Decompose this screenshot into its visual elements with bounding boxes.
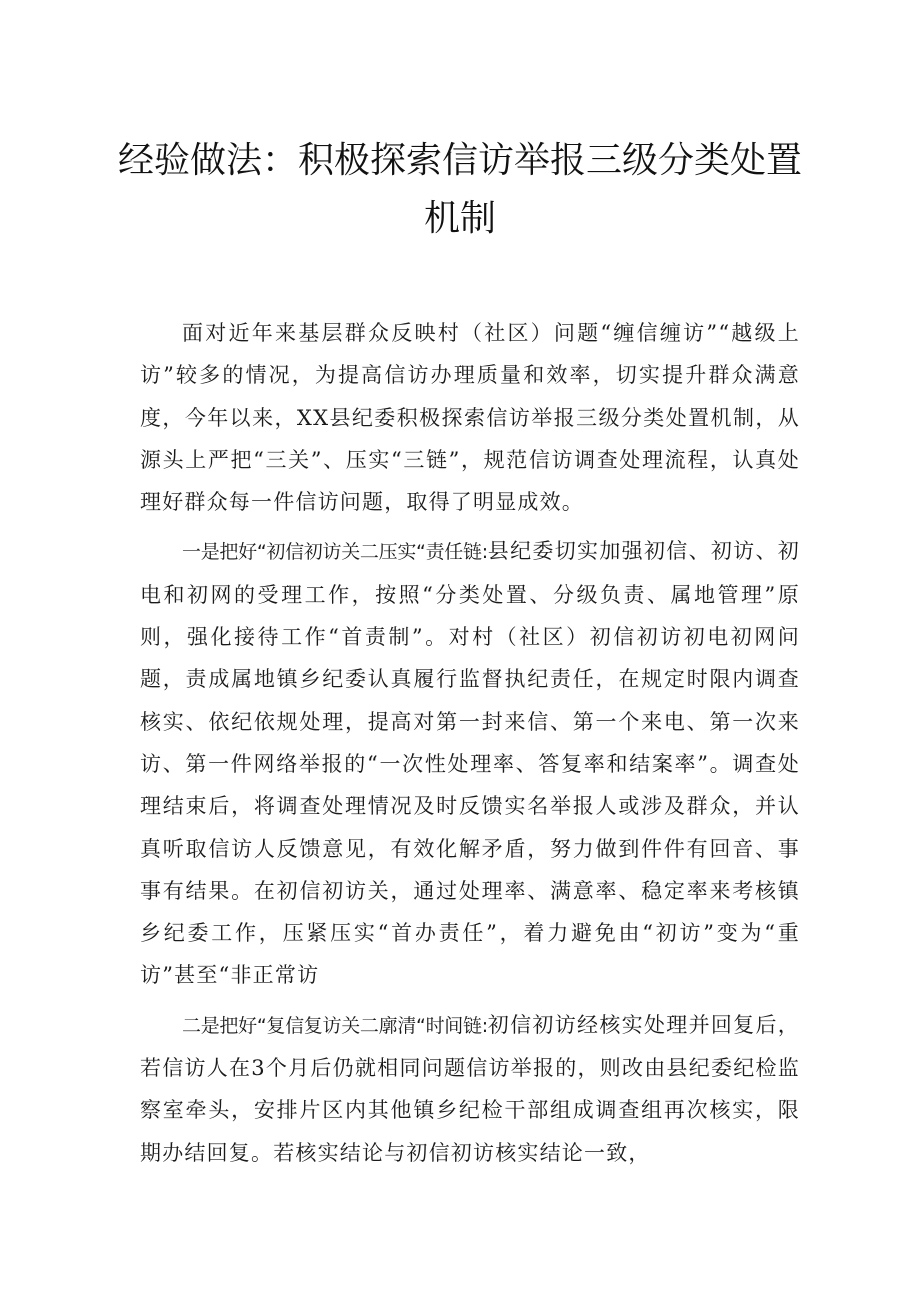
paragraph-lead: 二是把好“复信复访关二廓清“时间链: — [182, 1014, 488, 1037]
document-title-line-2: 机制 — [423, 198, 496, 239]
document-body — [140, 312, 800, 1174]
paragraph-intro — [140, 312, 800, 523]
paragraph-text: 县纪委切实加强初信、初访、初电和初网的受理工作，按照“分类处置、分级负责、属地管理”原则，强化接待工作“首责制”。对村（社区）初信初访初电初网问题，责成属地镇乡纪委认真履行监督执纪责任，在规定时限内调查核实、依纪依规处理，提高对第一封来信、第一个来电、第一次来访、第一件网络举报的“一次性处理率、答复率和结案率”。调查处理结束后，将调查处理情况及时反馈实名举报人或涉及群众，并认真听取信访人反馈意见，有效化解矛盾，努力做到件件有回音、事事有结果。在初信初访关，通过处理率、满意率、稳定率来考核镇乡纪委工作，压紧压实“首办责任”，着力避免由“初访”变为“重访”甚至“非正常访 — [140, 539, 800, 988]
paragraph-first-point — [140, 530, 800, 996]
document-title-line-1: 经验做法：积极探索信访举报三级分类处置 — [117, 140, 802, 181]
paragraph-text: 初信初访经核实处理并回复后，若信访人在3个月后仍就相同问题信访举报的，则改由县纪委纪检监察室牵头，安排片区内其他镇乡纪检干部组成调查组再次核实，限期办结回复。若核实结论与初信初访核实结论一致， — [140, 1012, 800, 1165]
paragraph-lead: 一是把好“初信初访关二压实“责任链: — [182, 541, 488, 564]
paragraph-second-point — [140, 1004, 800, 1174]
paragraph-text: 面对近年来基层群众反映村（社区）问题“缠信缠访”“越级上访”较多的情况，为提高信访办理质量和效率，切实提升群众满意度，今年以来，XX县纪委积极探索信访举报三级分类处置机制，从源头上严把“三关”、压实“三链”，规范信访调查处理流程，认真处理好群众每一件信访问题，取得了明显成效。 — [140, 321, 800, 515]
